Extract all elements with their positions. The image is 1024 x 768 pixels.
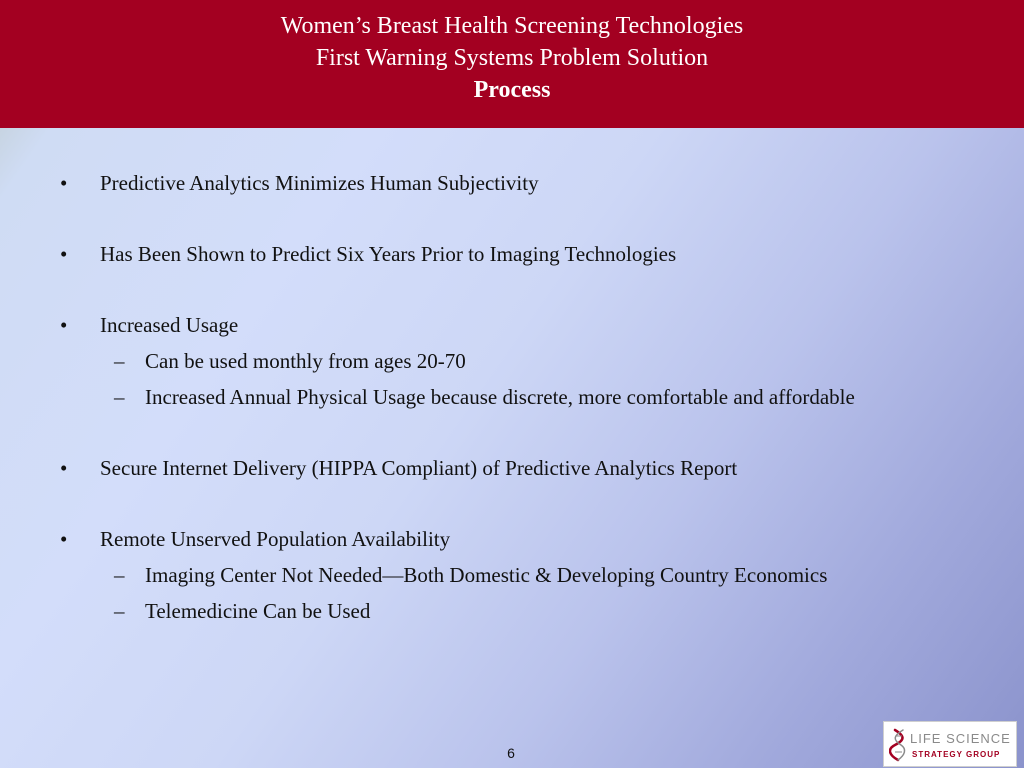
company-logo bbox=[883, 721, 1017, 767]
sub-bullet-text: Can be used monthly from ages 20-70 bbox=[145, 349, 466, 373]
dash-marker: – bbox=[114, 599, 125, 623]
bullet-text: Increased Usage bbox=[100, 313, 239, 337]
sub-bullet-text: Telemedicine Can be Used bbox=[145, 599, 371, 623]
bullet-list bbox=[60, 170, 960, 625]
bullet-marker: • bbox=[60, 242, 68, 266]
logo-text-line-1: LIFE SCIENCE bbox=[910, 731, 1011, 746]
bullet-marker: • bbox=[60, 313, 68, 337]
bullet-item bbox=[60, 170, 960, 197]
bullet-item bbox=[60, 312, 960, 339]
dash-marker: – bbox=[114, 349, 125, 373]
dash-marker: – bbox=[114, 385, 125, 409]
logo-text-line-2: STRATEGY GROUP bbox=[912, 750, 1001, 759]
bullet-item bbox=[60, 241, 960, 268]
header-title-line-2: First Warning Systems Problem Solution bbox=[315, 45, 709, 71]
bullet-text: Predictive Analytics Minimizes Human Subjectivity bbox=[100, 171, 539, 195]
header-title-line-3: Process bbox=[473, 77, 551, 103]
slide-header bbox=[0, 0, 1024, 128]
bullet-item bbox=[60, 526, 960, 553]
bullet-text: Secure Internet Delivery (HIPPA Compliant) of Predictive Analytics Report bbox=[100, 456, 738, 480]
bullet-marker: • bbox=[60, 171, 68, 195]
dna-helix-icon bbox=[889, 728, 909, 762]
bullet-text: Remote Unserved Population Availability bbox=[100, 527, 451, 551]
sub-bullet-text: Increased Annual Physical Usage because discrete, more comfortable and affordable bbox=[145, 385, 855, 409]
sub-bullet-text: Imaging Center Not Needed—Both Domestic & Developing Country Economics bbox=[145, 563, 828, 587]
sub-bullet-item bbox=[60, 562, 960, 589]
bullet-marker: • bbox=[60, 456, 68, 480]
bullet-item bbox=[60, 455, 960, 482]
sub-bullet-item bbox=[60, 348, 960, 375]
bullet-text: Has Been Shown to Predict Six Years Prior to Imaging Technologies bbox=[100, 242, 677, 266]
bullet-marker: • bbox=[60, 527, 68, 551]
dash-marker: – bbox=[114, 563, 125, 587]
page-number: 6 bbox=[507, 745, 515, 761]
sub-bullet-item bbox=[60, 598, 960, 625]
sub-bullet-item bbox=[60, 384, 960, 411]
header-title-line-1: Women’s Breast Health Screening Technologies bbox=[280, 13, 744, 39]
